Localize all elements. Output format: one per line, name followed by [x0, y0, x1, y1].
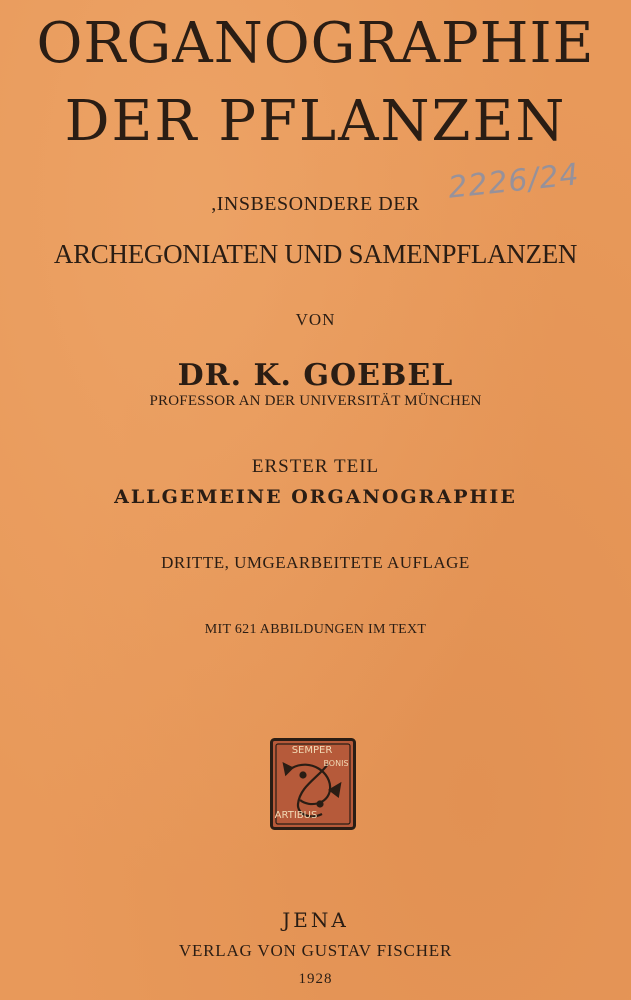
author-position: PROFESSOR AN DER UNIVERSITÄT MÜNCHEN: [149, 393, 482, 409]
motto-word-3: ARTIBUS: [274, 810, 318, 821]
motto-word-2: BONIS: [323, 759, 349, 768]
part-label: ERSTER TEIL: [251, 456, 380, 477]
publisher-device: [270, 738, 356, 830]
author-name: DR. K. GOEBEL: [177, 358, 454, 393]
publication-city: JENA: [282, 908, 349, 932]
handwritten-shelf-mark: 2226/24: [446, 157, 582, 206]
title-line-2: DER PFLANZEN: [64, 89, 567, 154]
publication-year: 1928: [298, 971, 333, 987]
motto-word-1: SEMPER: [291, 745, 333, 756]
illustrations-statement: MIT 621 ABBILDUNGEN IM TEXT: [204, 622, 427, 637]
subtitle-line-2: ARCHEGONIATEN UND SAMENPFLANZEN: [53, 239, 578, 269]
publisher-name: VERLAG VON GUSTAV FISCHER: [178, 941, 453, 960]
part-title: ALLGEMEINE ORGANOGRAPHIE: [114, 486, 517, 508]
by-label: VON: [295, 310, 336, 329]
edition-statement: DRITTE, UMGEARBEITETE AUFLAGE: [161, 553, 470, 572]
title-line-1: ORGANOGRAPHIE: [36, 11, 595, 76]
subtitle-line-1: ,INSBESONDERE DER: [211, 193, 420, 215]
